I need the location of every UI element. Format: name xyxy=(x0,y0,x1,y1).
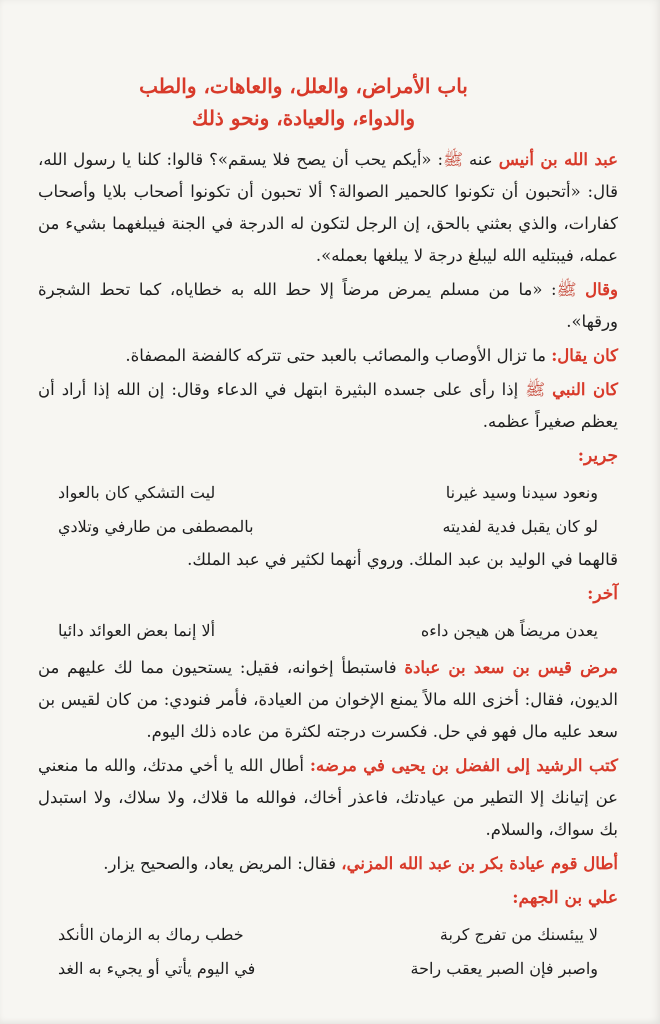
salawat-symbol: ﷺ xyxy=(525,380,546,399)
verse-first-hemistich: ونعود سيدنا وسيد غيرنا xyxy=(445,483,598,502)
paragraph-attribution xyxy=(38,544,624,576)
verse-first-hemistich: يعدن مريضاً هن هيجن داءه xyxy=(420,621,598,640)
paragraph-text: : «أيكم يحب أن يصح فلا يسقم»؟ قالوا: كلنا يا رسول الله، قال: «أتحبون أن تكونوا كالحمير الصوالة؟ ألا تحبون أن تكونوا أصحاب بلايا وأصحاب كفارات، والذي بعثني بالحق، إن الرجل لتكون له الدرجة في الجنة فيبلغهما بشيء من عمله، فيبتليه الله ليبلغ درجة لا يبلغها بعمله». xyxy=(38,150,618,265)
paragraph-text: فقال: المريض يعاد، والصحيح يزار. xyxy=(103,854,342,873)
paragraph-hadith-illness xyxy=(38,274,624,338)
verse-first-hemistich: لا ييئسنك من تفرج كربة xyxy=(439,925,598,944)
poem-akhar xyxy=(38,614,624,648)
page-content xyxy=(38,70,624,986)
verse-second-hemistich: خطب رماك به الزمان الأنكد xyxy=(58,925,244,944)
poem-ali-ibn-al-jahm xyxy=(38,918,624,986)
chapter-title-line-1: باب الأمراض، والعلل، والعاهات، والطب xyxy=(139,74,468,98)
poem-verse xyxy=(38,952,624,986)
paragraph-lead: مرض قيس بن سعد بن عبادة xyxy=(404,658,618,677)
poem-verse xyxy=(38,614,624,648)
paragraph-lead: كان النبي xyxy=(552,380,618,399)
verse-first-hemistich: لو كان يقبل فدية لفديته xyxy=(442,517,598,536)
paragraph-text: ما تزال الأوصاب والمصائب بالعبد حتى تتركه كالفضة المصفاة. xyxy=(125,346,552,365)
poem-verse xyxy=(38,476,624,510)
paragraph-lead: كتب الرشيد إلى الفضل بن يحيى في مرضه: xyxy=(309,756,618,775)
paragraph-bakr-al-muzani xyxy=(38,848,624,880)
poem-jarir xyxy=(38,476,624,544)
paragraph-text: فاستبطأ إخوانه، فقيل: يستحيون مما لك عليهم من الديون، فقال: أخزى الله مالاً يمنع الإخوان من العيادة، فأمر فنودي: من كان لقيس بن سعد عليه مال فهو في حل. فكسرت درجته لكثرة من عاده ذلك اليوم. xyxy=(38,658,618,741)
verse-first-hemistich: واصبر فإن الصبر يعقب راحة xyxy=(410,959,598,978)
verse-second-hemistich: بالمصطفى من طارفي وتلادي xyxy=(58,517,254,536)
poet-heading-ali-ibn-al-jahm: علي بن الجهم: xyxy=(512,888,618,908)
verse-second-hemistich: في اليوم يأتي أو يجيء به الغد xyxy=(58,959,256,978)
paragraph-lead: كان يقال: xyxy=(551,346,618,365)
paragraph-qais-ibn-saad xyxy=(38,652,624,748)
paragraph-text: إذا رأى على جسده البثيرة ابتهل في الدعاء وقال: إن الله إذا أراد أن يعظم صغيراً عظمه. xyxy=(38,380,618,431)
poem-verse xyxy=(38,510,624,544)
paragraph-rashid-letter xyxy=(38,750,624,846)
chapter-title-line-2: والدواء، والعيادة، ونحو ذلك xyxy=(191,106,416,130)
paragraph-lead: أطال قوم عيادة بكر بن عبد الله المزني، xyxy=(341,854,618,873)
paragraph-text: : «ما من مسلم يمرض مرضاً إلا حط الله به خطاياه، كما تحط الشجرة ورقها». xyxy=(38,280,618,331)
paragraph-lead: عبد الله بن أنيس xyxy=(498,150,618,169)
verse-second-hemistich: ليت التشكي كان بالعواد xyxy=(58,483,216,502)
poet-heading-jarir: جرير: xyxy=(577,446,618,466)
salawat-symbol: ﷺ xyxy=(556,280,577,299)
poet-heading-akhar: آخر: xyxy=(587,584,618,604)
poem-verse xyxy=(38,918,624,952)
paragraph-prophet-prayer xyxy=(38,374,624,438)
paragraph-text: أطال الله يا أخي مدتك، والله ما منعني عن إتيانك إلا التطير من عيادتك، فاعذر أخاك، فوالله ما قلاك، ولا سلاك، ولا استبدل بك سواك، والسلام. xyxy=(38,756,618,839)
paragraph-text: قالهما في الوليد بن عبد الملك. وروي أنهما لكثير في عبد الملك. xyxy=(187,550,618,569)
paragraph-abdullah-ibn-unais xyxy=(38,144,624,272)
salawat-symbol: ﷺ xyxy=(443,150,464,169)
paragraph-text: عنه xyxy=(463,150,499,169)
paragraph-lead: وقال xyxy=(585,280,618,299)
paragraph-saying xyxy=(38,340,624,372)
verse-second-hemistich: ألا إنما بعض العوائد دائيا xyxy=(58,621,216,640)
